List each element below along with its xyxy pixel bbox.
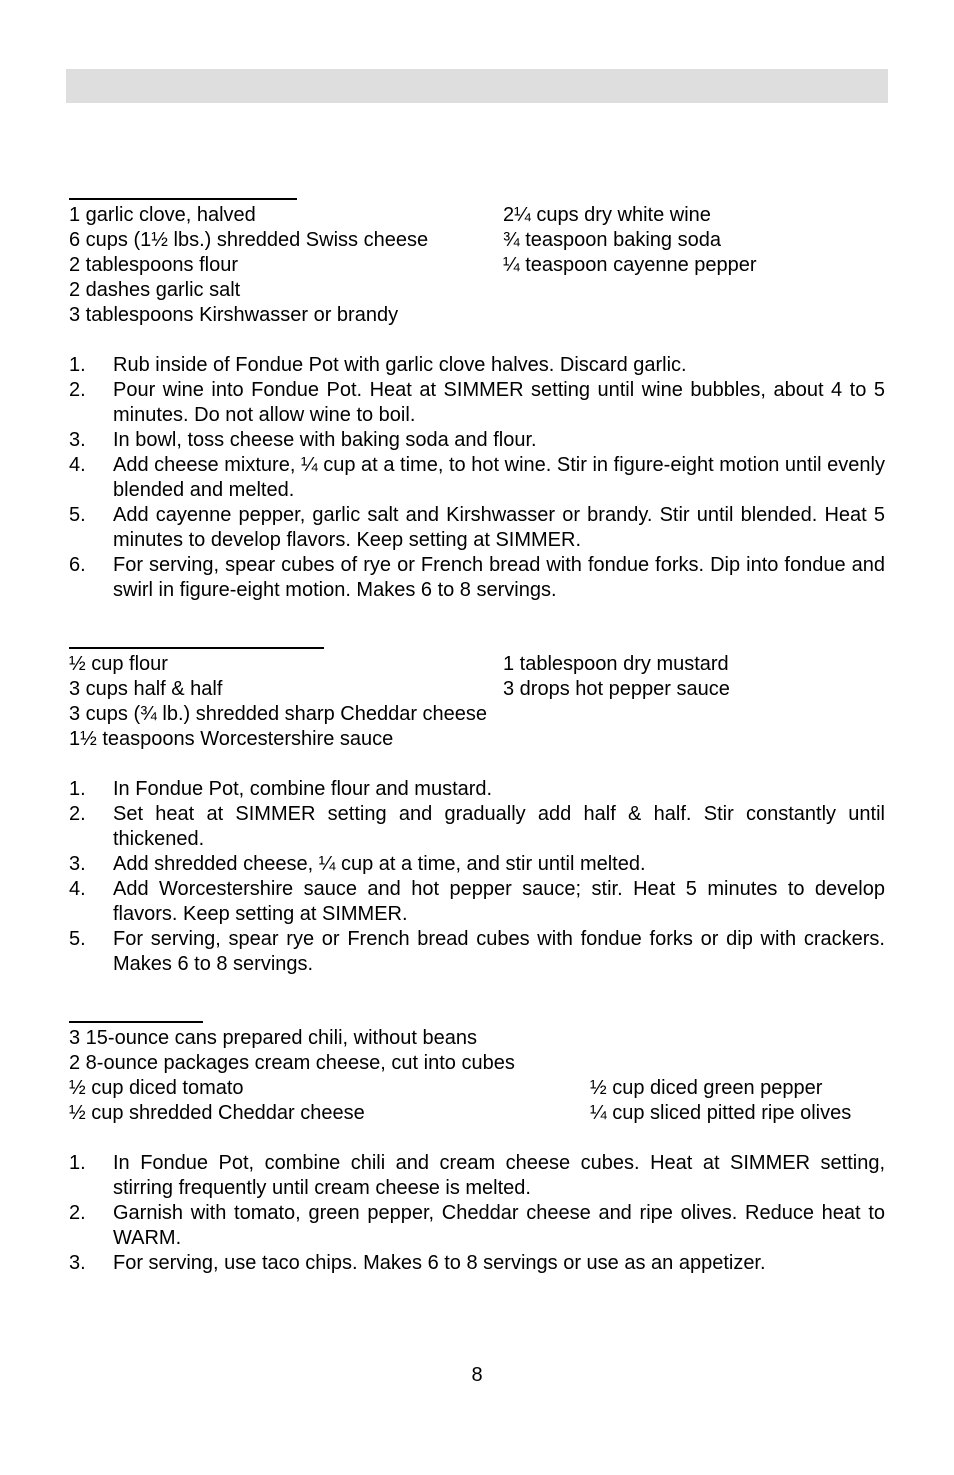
step-number: 2. xyxy=(69,1202,86,1224)
ingredient-left: 3 tablespoons Kirshwasser or brandy xyxy=(69,304,399,326)
ingredient-right-column xyxy=(503,652,730,702)
step-number: 3. xyxy=(69,1252,86,1274)
step-number: 2. xyxy=(69,803,86,825)
step: 1. In Fondue Pot, combine chili and cream cheese cubes. Heat at SIMMER setting, stirring frequently until cream cheese is melted. xyxy=(69,1152,885,1199)
ingredient-right: 3 drops hot pepper sauce xyxy=(503,678,730,700)
ingredient-right xyxy=(590,1051,851,1076)
recipe-title-rule xyxy=(69,998,203,1023)
step-number: 5. xyxy=(69,504,86,526)
ingredient-right: 2¼ cups dry white wine xyxy=(503,204,711,226)
ingredient-left: 2 dashes garlic salt xyxy=(69,279,241,301)
step: 5. For serving, spear rye or French bread cubes with fondue forks or dip with crackers. Makes 6 to 8 servings. xyxy=(69,928,885,975)
step: 2. Pour wine into Fondue Pot. Heat at SIMMER setting until wine bubbles, about 4 to 5 minutes. Do not allow wine to boil. xyxy=(69,379,885,426)
ingredient-left: 3 cups (¾ lb.) shredded sharp Cheddar cheese xyxy=(69,703,488,725)
step: 2. Garnish with tomato, green pepper, Cheddar cheese and ripe olives. Reduce heat to WARM. xyxy=(69,1202,885,1249)
ingredient-left: 2 tablespoons flour xyxy=(69,254,239,276)
step: 4. Add cheese mixture, ¼ cup at a time, to hot wine. Stir in figure-eight motion until evenly blended and melted. xyxy=(69,454,885,501)
ingredient-right: ¼ cup sliced pitted ripe olives xyxy=(590,1102,852,1124)
ingredient-left: 6 cups (1½ lbs.) shredded Swiss cheese xyxy=(69,229,429,251)
step-number: 1. xyxy=(69,778,86,800)
recipe-title-rule xyxy=(69,175,297,200)
step: 3. For serving, use taco chips. Makes 6 to 8 servings or use as an appetizer. xyxy=(69,1252,766,1274)
step: 1. In Fondue Pot, combine flour and mustard. xyxy=(69,778,493,800)
ingredient-left: 3 15-ounce cans prepared chili, without beans xyxy=(69,1027,478,1049)
step: 4. Add Worcestershire sauce and hot pepper sauce; stir. Heat 5 minutes to develop flavors. Keep setting at SIMMER. xyxy=(69,878,885,925)
step-number: 6. xyxy=(69,554,86,576)
step-number: 4. xyxy=(69,454,86,476)
ingredient-left: ½ cup flour xyxy=(69,653,168,675)
ingredient-right xyxy=(590,1026,851,1051)
ingredient-left: ½ cup shredded Cheddar cheese xyxy=(69,1102,365,1124)
step-list xyxy=(69,1151,885,1276)
ingredient-list xyxy=(69,1026,885,1126)
step-list xyxy=(69,353,885,603)
ingredient-right: ¼ teaspoon cayenne pepper xyxy=(503,254,757,276)
step: 3. In bowl, toss cheese with baking soda and flour. xyxy=(69,429,537,451)
step: 3. Add shredded cheese, ¼ cup at a time, and stir until melted. xyxy=(69,853,646,875)
recipe-3 xyxy=(69,998,885,1276)
recipe-title-rule xyxy=(69,624,324,649)
step-number: 1. xyxy=(69,1152,86,1174)
step-list xyxy=(69,777,885,977)
ingredient-left: 3 cups half & half xyxy=(69,678,223,700)
ingredient-left: 1½ teaspoons Worcestershire sauce xyxy=(69,728,394,750)
step: 1. Rub inside of Fondue Pot with garlic clove halves. Discard garlic. xyxy=(69,354,687,376)
step-number: 2. xyxy=(69,379,86,401)
step-number: 4. xyxy=(69,878,86,900)
ingredient-right: ¾ teaspoon baking soda xyxy=(503,229,721,251)
step-number: 5. xyxy=(69,928,86,950)
ingredient-left: 1 garlic clove, halved xyxy=(69,204,256,226)
recipe-1 xyxy=(69,175,885,603)
recipe-2 xyxy=(69,624,885,977)
ingredient-right: 1 tablespoon dry mustard xyxy=(503,653,729,675)
ingredient-list xyxy=(69,203,885,328)
header-bar xyxy=(66,69,888,103)
ingredient-list xyxy=(69,652,885,752)
step: 6. For serving, spear cubes of rye or French bread with fondue forks. Dip into fondue and swirl in figure-eight motion. Makes 6 to 8 servings. xyxy=(69,554,885,601)
ingredient-right: ½ cup diced green pepper xyxy=(590,1077,823,1099)
step: 2. Set heat at SIMMER setting and gradually add half & half. Stir constantly until thickened. xyxy=(69,803,885,850)
step-number: 3. xyxy=(69,429,86,451)
ingredient-right-column xyxy=(590,1026,851,1126)
page-number: 8 xyxy=(471,1364,483,1386)
ingredient-right-column xyxy=(503,203,757,278)
step: 5. Add cayenne pepper, garlic salt and Kirshwasser or brandy. Stir until blended. Heat 5 minutes to develop flavors. Keep setting at SIMMER. xyxy=(69,504,885,551)
step-number: 1. xyxy=(69,354,86,376)
ingredient-left: 2 8-ounce packages cream cheese, cut into cubes xyxy=(69,1052,515,1074)
step-number: 3. xyxy=(69,853,86,875)
ingredient-left: ½ cup diced tomato xyxy=(69,1077,244,1099)
